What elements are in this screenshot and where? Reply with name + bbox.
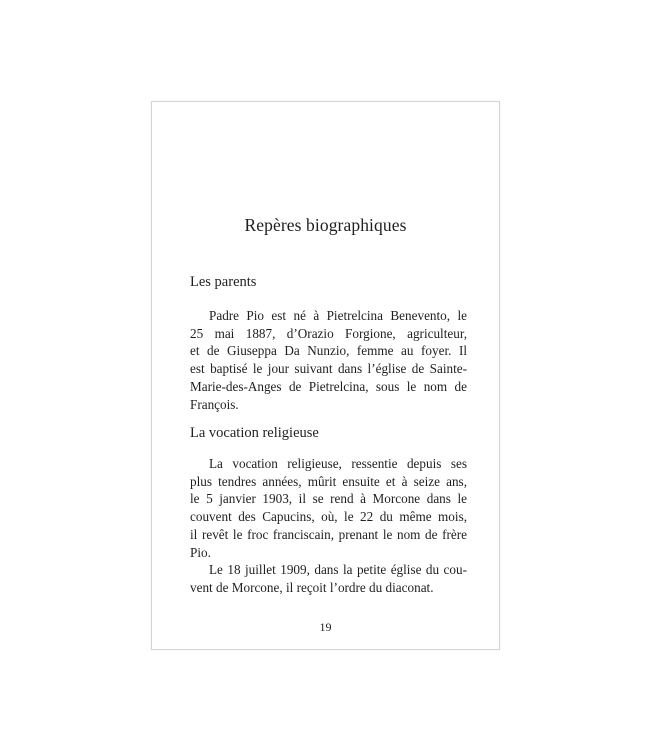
section-body-vocation bbox=[190, 455, 467, 597]
book-page bbox=[151, 101, 500, 650]
paragraph bbox=[190, 561, 467, 596]
text-line: et de Giuseppa Da Nunzio, femme au foyer. Il bbox=[190, 343, 467, 359]
text-line: La vocation religieuse, ressentie depuis ses bbox=[209, 456, 467, 471]
text-line: François. bbox=[190, 396, 239, 412]
text-line: couvent des Capucins, où, le 22 du même mois, bbox=[190, 509, 467, 525]
text-line: Marie-des-Anges de Pietrelcina, sous le nom de bbox=[190, 378, 467, 394]
text-line: Padre Pio est né à Pietrelcina Benevento, le bbox=[209, 308, 467, 323]
text-line: le 5 janvier 1903, il se rend à Morcone dans le bbox=[190, 491, 467, 507]
text-line: 25 mai 1887, d’Orazio Forgione, agriculteur, bbox=[190, 325, 467, 341]
paragraph bbox=[190, 455, 467, 561]
section-heading-parents: Les parents bbox=[190, 274, 257, 290]
text-line: est baptisé le jour suivant dans l’église de Sainte- bbox=[190, 361, 467, 377]
text-line: plus tendres années, mûrit ensuite et à seize ans, bbox=[190, 473, 467, 489]
text-line: Le 18 juillet 1909, dans la petite église du cou- bbox=[209, 562, 467, 578]
text-line: Pio. bbox=[190, 544, 211, 560]
page-title: Repères biographiques bbox=[244, 215, 407, 235]
section-heading-vocation: La vocation religieuse bbox=[190, 425, 319, 441]
page-number: 19 bbox=[319, 620, 332, 634]
text-line: vent de Morcone, il reçoit l’ordre du diaconat. bbox=[190, 579, 434, 595]
paragraph bbox=[190, 307, 467, 413]
text-line: il revêt le froc franciscain, prenant le nom de frère bbox=[190, 526, 467, 542]
section-body-parents bbox=[190, 307, 467, 413]
